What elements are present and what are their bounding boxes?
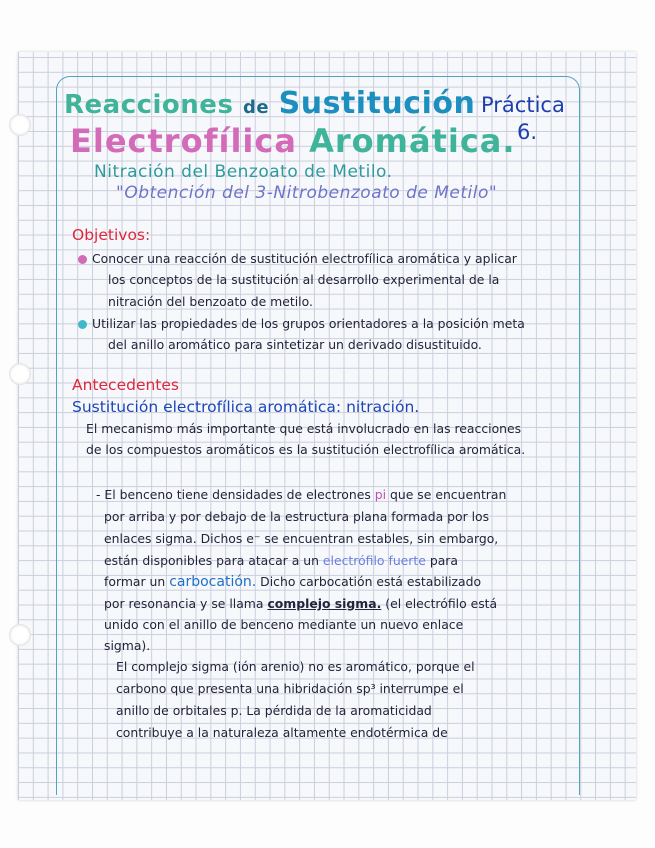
para2-line-5-pre: formar un bbox=[104, 574, 166, 589]
para2-line-3: enlaces sigma. Dichos e⁻ se encuentran estables, sin embargo, bbox=[104, 531, 499, 546]
title-word-de: de bbox=[242, 97, 270, 118]
para1-line-1: El mecanismo más importante que está involucrado en las reacciones bbox=[86, 421, 522, 436]
para3-line-1: El complejo sigma (ión arenio) no es aromático, porque el bbox=[116, 659, 475, 674]
para1-line-2: de los compuestos aromáticos es la sustitución electrofílica aromática. bbox=[86, 442, 526, 457]
objetivo-2-line-1: Utilizar las propiedades de los grupos orientadores a la posición meta bbox=[92, 316, 525, 331]
bullet-dot-pink bbox=[78, 255, 87, 264]
para2-line-6-post: (el electrófilo está bbox=[385, 596, 498, 611]
para2-line-6-pre: por resonancia y se llama bbox=[104, 596, 264, 611]
binder-hole-bottom bbox=[9, 624, 31, 646]
title-word-reacciones: Reacciones bbox=[64, 90, 234, 120]
pi-highlight: pi bbox=[374, 487, 387, 502]
para2-line-5-post: Dicho carbocatión está estabilizado bbox=[260, 574, 482, 589]
para2-line-8: sigma). bbox=[104, 638, 151, 653]
objetivos-heading: Objetivos: bbox=[72, 226, 151, 244]
title-word-aromatica: Aromática. bbox=[309, 122, 516, 160]
practica-label: Práctica bbox=[481, 93, 565, 117]
para3-line-3: anillo de orbitales p. La pérdida de la aromaticidad bbox=[116, 703, 432, 718]
objetivo-2-line-2: del anillo aromático para sintetizar un derivado disustituido. bbox=[108, 337, 482, 352]
para2-line-2: por arriba y por debajo de la estructura plana formada por los bbox=[104, 509, 490, 524]
para2-line-4-pre: están disponibles para atacar a un bbox=[104, 553, 319, 568]
para2-line-1-post: que se encuentran bbox=[390, 487, 507, 502]
binder-hole-middle bbox=[9, 363, 31, 385]
para2-line-1 bbox=[96, 487, 506, 502]
para2-line-4-post: para bbox=[429, 553, 458, 568]
para2-line-5 bbox=[104, 574, 481, 590]
electrofilo-fuerte-highlight: electrófilo fuerte bbox=[322, 553, 426, 568]
antecedentes-subheading: Sustitución electrofílica aromática: nitración. bbox=[72, 398, 420, 416]
carbocation-highlight: carbocatión. bbox=[169, 574, 257, 590]
objetivo-1-line-3: nitración del benzoato de metilo. bbox=[108, 294, 313, 309]
title-word-sustitucion: Sustitución bbox=[278, 86, 476, 121]
antecedentes-heading: Antecedentes bbox=[72, 376, 179, 394]
practica-number: 6. bbox=[517, 120, 538, 144]
binder-hole-top bbox=[9, 114, 31, 136]
para2-line-1-pre: - El benceno tiene densidades de electrones bbox=[96, 487, 371, 502]
objetivo-1-line-1: Conocer una reacción de sustitución electrofílica aromática y aplicar bbox=[92, 251, 517, 266]
subtitle-line-1: Nitración del Benzoato de Metilo. bbox=[94, 162, 393, 182]
para2-line-6 bbox=[104, 596, 497, 611]
para2-line-4 bbox=[104, 553, 458, 568]
para3-line-2: carbono que presenta una hibridación sp³ interrumpe el bbox=[116, 681, 464, 696]
subtitle-line-2: "Obtención del 3-Nitrobenzoato de Metilo" bbox=[116, 183, 498, 203]
complejo-sigma-bold: complejo sigma. bbox=[267, 596, 382, 611]
title-word-electrofilica: Electrofílica bbox=[70, 122, 297, 160]
bullet-dot-teal bbox=[78, 320, 87, 329]
title-line-1 bbox=[64, 86, 475, 121]
para3-line-4: contribuye a la naturaleza altamente endotérmica de bbox=[116, 725, 448, 740]
title-line-2 bbox=[70, 122, 516, 160]
para2-line-7: unido con el anillo de benceno mediante un nuevo enlace bbox=[104, 617, 464, 632]
objetivo-1-line-2: los conceptos de la sustitución al desarrollo experimental de la bbox=[108, 272, 500, 287]
